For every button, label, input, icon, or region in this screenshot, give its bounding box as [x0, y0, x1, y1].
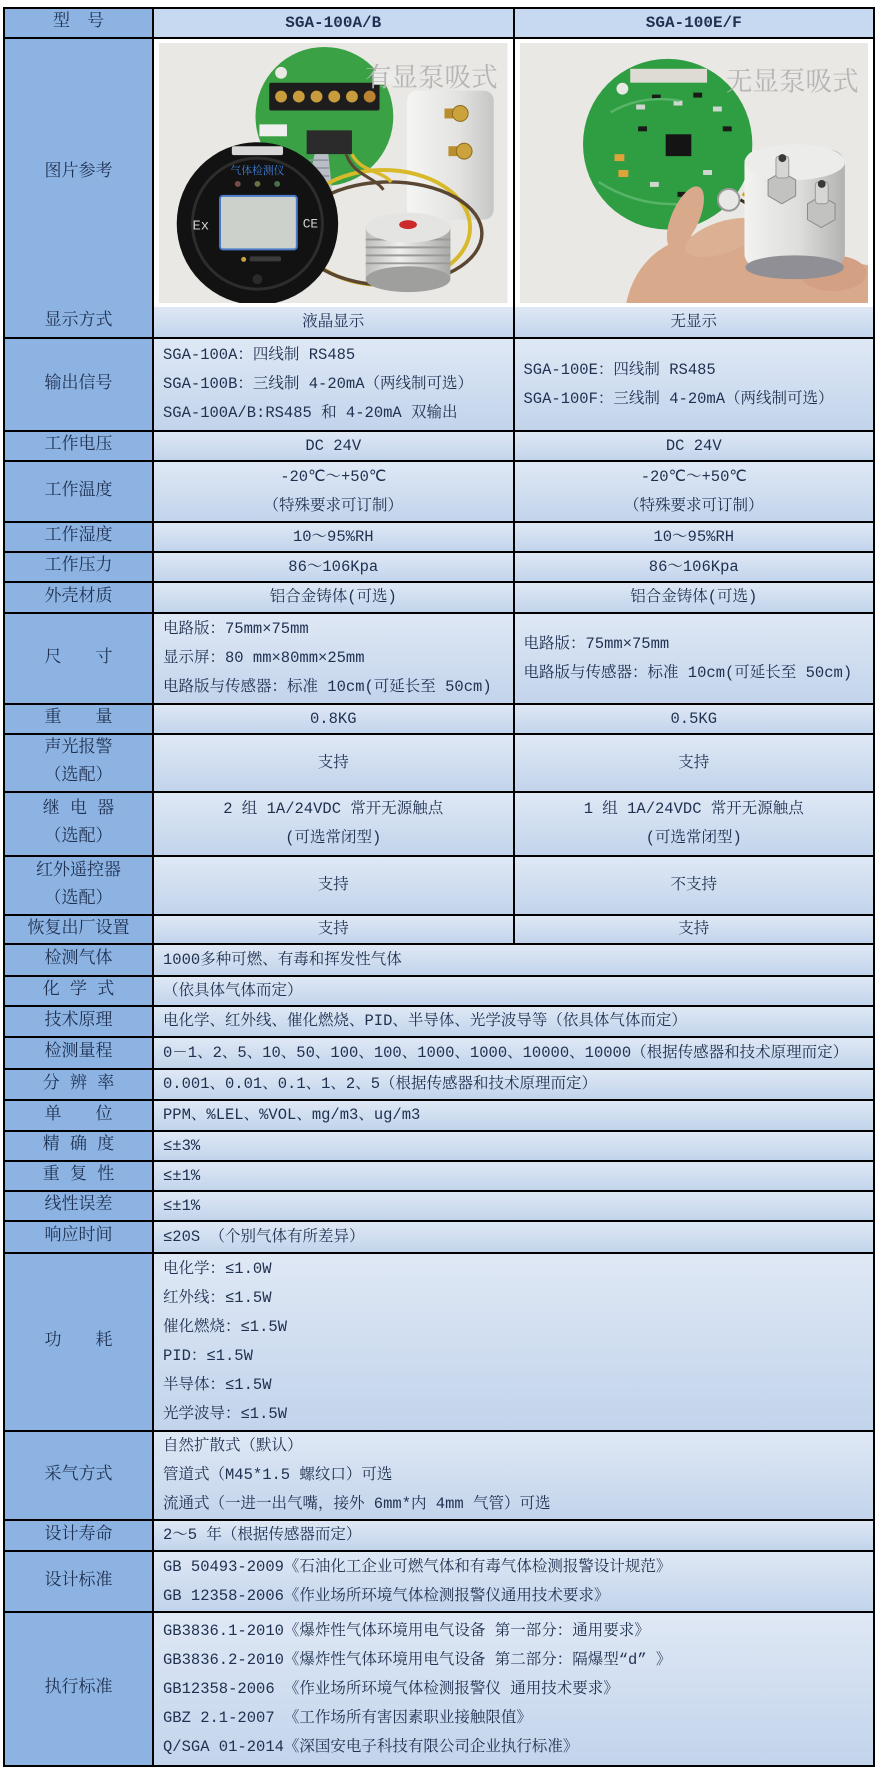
cell-text-line: GBZ 2.1-2007 《工作场所有害因素职业接触限值》: [163, 1708, 532, 1727]
cell-text-line: 功 耗: [44, 1332, 113, 1351]
row-value-span: [154, 1192, 873, 1220]
image-row: [5, 37, 873, 307]
cell-text-line: 线性误差: [44, 1196, 113, 1215]
cell-text-line: 电路版：75mm×75mm: [523, 634, 670, 653]
cell-text-line: 设计寿命: [44, 1525, 113, 1545]
cell-text-line: ≤±3%: [163, 1136, 201, 1155]
row-value-col2: [515, 916, 874, 943]
cell-text-line: 10～95%RH: [292, 527, 374, 546]
cell-text-line: 催化燃烧：≤1.5W: [163, 1318, 288, 1336]
cell-text-line: 管道式（M45*1.5 螺纹口）可选: [163, 1466, 393, 1484]
row-label: [5, 1552, 154, 1611]
cell-text-line: PID：≤1.5W: [163, 1347, 253, 1365]
cell-text-line: 声光报警: [44, 739, 113, 758]
row-value-col1: [154, 432, 515, 460]
cell-text-line: 工作电压: [44, 436, 113, 455]
cell-text-line: SGA-100B：三线制 4-20mA（两线制可选）: [163, 375, 474, 393]
table-row: [5, 1430, 873, 1519]
photo-cell-right: [515, 39, 874, 307]
cell-text-line: 工作压力: [44, 557, 113, 576]
row-label: [5, 977, 154, 1005]
cell-text-line: 输出信号: [44, 374, 113, 394]
row-value-span: [154, 1521, 873, 1550]
cell-text-line: 支持: [317, 753, 349, 772]
cell-text-line: 1000多种可燃、有毒和挥发性气体: [163, 950, 402, 969]
cell-text-line: 执行标准: [44, 1679, 113, 1698]
cell-text-line: SGA-100F：三线制 4-20mA（两线制可选）: [523, 389, 834, 408]
table-row: [5, 1160, 873, 1190]
cell-text-line: 液晶显示: [302, 312, 365, 331]
row-value-col1: [154, 735, 515, 791]
table-row: [5, 914, 873, 943]
row-value-col1: [154, 583, 515, 612]
cell-text-line: 86～106Kpa: [288, 557, 379, 576]
cell-text-line: 10～95%RH: [653, 527, 735, 546]
product-photo-sga100ab: [159, 43, 508, 303]
cell-text-line: 分 辨 率: [42, 1074, 115, 1094]
row-value-col2: [515, 523, 874, 551]
cell-text-line: 半导体：≤1.5W: [163, 1376, 272, 1394]
row-label: [5, 307, 154, 337]
cell-text-line: PPM、%LEL、%VOL、mg/m3、ug/m3: [163, 1106, 421, 1124]
table-row: [5, 1036, 873, 1068]
cell-text-line: 0－1、2、5、10、50、100、100、1000、1000、10000、10000（根据传感器和技术原理而定）: [163, 1043, 849, 1062]
cell-text-line: 外壳材质: [44, 587, 113, 607]
row-value-span: [154, 1007, 873, 1036]
row-value-col2: [515, 307, 874, 337]
cell-text-line: SGA-100E：四线制 RS485: [523, 360, 716, 379]
cell-text-line: 工作湿度: [44, 527, 113, 546]
table-row: [5, 581, 873, 612]
cell-text-line: 显示屏：80 mm×80mm×25mm: [163, 649, 365, 667]
row-value-col1: [154, 614, 515, 703]
row-label: [5, 1038, 154, 1068]
cell-text-line: 显示方式: [44, 312, 113, 331]
cell-text-line: -20℃～+50℃: [640, 467, 747, 486]
cell-text-line: ≤20S （个别气体有所差异）: [163, 1227, 365, 1246]
cell-text-line: 精 确 度: [42, 1136, 115, 1155]
row-label: [5, 916, 154, 943]
cell-text-line: ≤±1%: [163, 1196, 201, 1215]
cell-text-line: 2 组 1A/24VDC 常开无源触点: [223, 800, 444, 818]
spec-table-rows: [5, 307, 873, 1765]
white-cylinder-sensor: [407, 91, 494, 220]
cell-text-line: 1 组 1A/24VDC 常开无源触点: [583, 800, 804, 818]
table-row: [5, 430, 873, 460]
row-label: [5, 1521, 154, 1550]
row-value-span: [154, 977, 873, 1005]
product-photo-sga100ef: [520, 43, 869, 303]
row-label: [5, 705, 154, 733]
row-value-col1: [154, 339, 515, 430]
cell-text-line: GB12358-2006 《作业场所环境气体检测报警仪 通用技术要求》: [163, 1679, 619, 1698]
table-row: [5, 460, 873, 521]
row-value-span: [154, 1038, 873, 1068]
row-value-span: [154, 1101, 873, 1130]
row-label: [5, 1162, 154, 1190]
cell-text-line: 支持: [317, 876, 349, 894]
row-label: [5, 462, 154, 521]
table-row: [5, 1068, 873, 1099]
row-label: [5, 523, 154, 551]
cell-text-line: GB 50493-2009《石油化工企业可燃气体和有毒气体检测报警设计规范》: [163, 1557, 672, 1576]
cell-text-line: (可选常闭型): [645, 829, 742, 847]
model-name-ef: SGA-100E/F: [645, 13, 742, 32]
table-row: [5, 943, 873, 975]
row-value-col2: [515, 462, 874, 521]
table-row: [5, 1519, 873, 1550]
cell-text-line: （特殊要求可订制）: [623, 496, 764, 515]
model-name-ab: SGA-100A/B: [285, 13, 382, 32]
table-row: [5, 1220, 873, 1252]
model-header-label-text: 型 号: [53, 13, 104, 32]
cell-text-line: (可选常闭型): [285, 829, 382, 847]
cell-text-line: 支持: [317, 920, 349, 938]
ex-mark-text: Ex: [192, 218, 210, 235]
row-value-col1: [154, 857, 515, 914]
row-value-col2: [515, 432, 874, 460]
cell-text-line: （选配）: [44, 767, 113, 786]
cell-text-line: Q/SGA 01-2014《深国安电子科技有限公司企业执行标准》: [163, 1737, 579, 1756]
row-value-col1: [154, 462, 515, 521]
cell-text-line: 自然扩散式（默认）: [163, 1437, 303, 1455]
row-label: [5, 432, 154, 460]
cell-text-line: 电化学：≤1.0W: [163, 1260, 272, 1278]
table-row: [5, 1130, 873, 1160]
cell-text-line: 不支持: [670, 876, 717, 894]
row-label: [5, 1007, 154, 1036]
left-photo-watermark: 有显泵吸式: [364, 65, 498, 96]
table-row: [5, 1005, 873, 1036]
row-label: [5, 583, 154, 612]
table-row: [5, 612, 873, 703]
cell-text-line: 0.001、0.01、0.1、1、2、5（根据传感器和技术原理而定）: [163, 1075, 598, 1093]
cell-text-line: 铝合金铸体(可选): [269, 588, 397, 606]
spec-table: [3, 7, 875, 1767]
ce-mark-text: CE: [302, 216, 319, 232]
model-header-label: [5, 9, 154, 37]
row-value-span: [154, 1432, 873, 1519]
metal-sensor-cylinder: [744, 144, 844, 279]
table-row: [5, 703, 873, 733]
cell-text-line: 无显示: [670, 312, 717, 331]
table-row: [5, 791, 873, 855]
table-row: [5, 1099, 873, 1130]
row-value-col2: [515, 339, 874, 430]
cell-text-line: （特殊要求可订制）: [263, 496, 403, 515]
cell-text-line: DC 24V: [305, 436, 362, 455]
cell-text-line: ≤±1%: [163, 1166, 201, 1185]
table-row: [5, 551, 873, 581]
photo-cell-left: [154, 39, 515, 307]
table-row: [5, 1611, 873, 1765]
row-label: [5, 857, 154, 914]
cell-text-line: 尺 寸: [44, 648, 113, 668]
row-label: [5, 735, 154, 791]
cell-text-line: 电路版与传感器：标准 10cm(可延长至 50cm): [163, 678, 492, 696]
table-row: [5, 733, 873, 791]
row-value-col2: [515, 735, 874, 791]
row-value-col1: [154, 307, 515, 337]
row-label: [5, 945, 154, 975]
cell-text-line: 流通式（一进一出气嘴，接外 6mm*内 4mm 气管）可选: [163, 1495, 551, 1513]
row-value-span: [154, 1613, 873, 1765]
row-value-col2: [515, 857, 874, 914]
row-label: [5, 1254, 154, 1430]
row-label: [5, 1222, 154, 1252]
cell-text-line: 电路版：75mm×75mm: [163, 620, 309, 638]
table-row: [5, 1252, 873, 1430]
row-value-col2: [515, 553, 874, 581]
cell-text-line: 重 量: [44, 709, 113, 728]
row-value-col2: [515, 614, 874, 703]
cell-text-line: 2～5 年（根据传感器而定）: [163, 1526, 362, 1544]
cell-text-line: 继 电 器: [42, 800, 115, 819]
cell-text-line: GB 12358-2006《作业场所环境气体检测报警仪通用技术要求》: [163, 1586, 610, 1605]
row-label: [5, 1613, 154, 1765]
cell-text-line: 重 复 性: [42, 1166, 115, 1185]
cell-text-line: 检测气体: [44, 950, 113, 969]
row-label: [5, 1432, 154, 1519]
row-label: [5, 1132, 154, 1160]
cell-text-line: 86～106Kpa: [648, 557, 739, 576]
cell-text-line: 化 学 式: [42, 981, 115, 1000]
cell-text-line: 响应时间: [44, 1227, 113, 1246]
image-row-label: [5, 39, 154, 307]
right-photo-watermark: 无显泵吸式: [725, 69, 859, 100]
table-row: [5, 521, 873, 551]
cell-text-line: 铝合金铸体(可选): [630, 588, 758, 606]
cell-text-line: 采气方式: [44, 1465, 113, 1485]
cell-text-line: （选配）: [44, 889, 113, 909]
row-value-span: [154, 1222, 873, 1252]
table-row: [5, 1190, 873, 1220]
table-row: [5, 307, 873, 337]
cell-text-line: 单 位: [44, 1105, 113, 1125]
cell-text-line: SGA-100A/B:RS485 和 4-20mA 双输出: [163, 404, 458, 422]
cell-text-line: 工作温度: [44, 481, 113, 501]
row-value-col1: [154, 523, 515, 551]
row-value-col1: [154, 705, 515, 733]
row-value-span: [154, 1132, 873, 1160]
row-value-col2: [515, 793, 874, 855]
cell-text-line: 红外线：≤1.5W: [163, 1289, 272, 1307]
cell-text-line: 支持: [678, 920, 710, 938]
row-value-span: [154, 945, 873, 975]
row-label: [5, 553, 154, 581]
row-value-col1: [154, 553, 515, 581]
cell-text-line: 0.8KG: [309, 709, 357, 728]
table-row: [5, 337, 873, 430]
table-header-row: [5, 9, 873, 37]
cell-text-line: DC 24V: [665, 436, 722, 455]
cell-text-line: GB3836.1-2010《爆炸性气体环境用电气设备 第一部分：通用要求》: [163, 1621, 650, 1640]
row-label: [5, 1192, 154, 1220]
cell-text-line: 0.5KG: [670, 709, 717, 728]
image-row-label-text: 图片参考: [44, 163, 113, 182]
cell-text-line: GB3836.2-2010《爆炸性气体环境用电气设备 第二部分：隔爆型“d” 》: [163, 1650, 672, 1669]
model-header-col1: [154, 9, 515, 37]
row-value-span: [154, 1552, 873, 1611]
row-value-col2: [515, 705, 874, 733]
detector-title-text: 气体检测仪: [230, 165, 285, 179]
cell-text-line: 支持: [678, 753, 710, 772]
cell-text-line: 设计标准: [44, 1571, 113, 1591]
row-value-col1: [154, 793, 515, 855]
row-label: [5, 339, 154, 430]
cell-text-line: （选配）: [44, 828, 113, 847]
row-label: [5, 1101, 154, 1130]
cell-text-line: 电化学、红外线、催化燃烧、PID、半导体、光学波导等（依具体气体而定）: [163, 1012, 687, 1030]
detector-head: [177, 142, 338, 303]
cell-text-line: SGA-100A：四线制 RS485: [163, 346, 356, 364]
table-row: [5, 855, 873, 914]
cell-text-line: 光学波导：≤1.5W: [163, 1405, 288, 1423]
model-header-col2: [515, 9, 874, 37]
cell-text-line: 技术原理: [44, 1011, 113, 1031]
row-value-col2: [515, 583, 874, 612]
cell-text-line: 电路版与传感器：标准 10cm(可延长至 50cm): [523, 663, 853, 682]
row-label: [5, 614, 154, 703]
row-value-span: [154, 1254, 873, 1430]
row-value-span: [154, 1162, 873, 1190]
cell-text-line: （依具体气体而定）: [163, 981, 303, 1000]
row-value-span: [154, 1070, 873, 1099]
cell-text-line: 恢复出厂设置: [27, 919, 130, 939]
table-row: [5, 975, 873, 1005]
row-label: [5, 793, 154, 855]
row-label: [5, 1070, 154, 1099]
cell-text-line: 检测量程: [44, 1043, 113, 1062]
cell-text-line: 红外遥控器: [36, 861, 121, 881]
table-row: [5, 1550, 873, 1611]
row-value-col1: [154, 916, 515, 943]
cell-text-line: -20℃～+50℃: [280, 467, 387, 486]
silver-sensor: [366, 213, 451, 292]
